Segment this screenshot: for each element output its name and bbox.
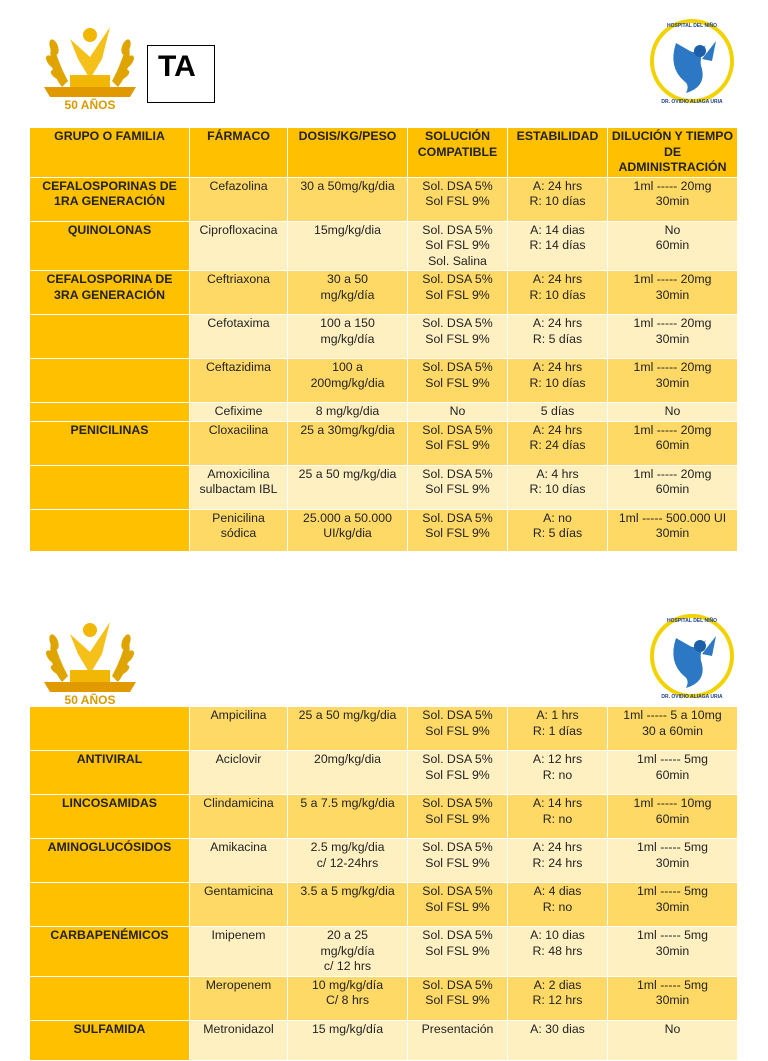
stability-cell: 5 días (508, 403, 608, 422)
table-row (30, 315, 738, 359)
table-row (30, 795, 738, 839)
family-cell: CARBAPENÉMICOS (30, 927, 190, 977)
drug-table-page-1 (29, 127, 738, 552)
table-row (30, 403, 738, 422)
stability-cell: A: 4 hrs R: 10 días (508, 465, 608, 509)
dilution-cell: 1ml ----- 5mg 30min (608, 883, 738, 927)
dose-cell: 25.000 a 50.000 UI/kg/dia (288, 509, 408, 551)
document-title-box (147, 45, 215, 103)
family-cell: AMINOGLUCÓSIDOS (30, 839, 190, 883)
dose-cell: 25 a 30mg/kg/dia (288, 421, 408, 465)
family-cell: SULFAMIDA (30, 1020, 190, 1060)
table-row (30, 751, 738, 795)
solution-cell: Sol. DSA 5% Sol FSL 9% (408, 359, 508, 403)
document-title-fragment: TA (158, 50, 196, 83)
dilution-cell: No (608, 403, 738, 422)
table-row (30, 1020, 738, 1060)
anniversary-logo (40, 17, 140, 112)
dose-cell: 8 mg/kg/dia (288, 403, 408, 422)
column-header-dose: DOSIS/KG/PESO (288, 128, 408, 178)
dilution-cell: 1ml ----- 20mg 30min (608, 359, 738, 403)
dose-cell: 25 a 50 mg/kg/dia (288, 465, 408, 509)
dilution-cell: 1ml ----- 500.000 UI 30min (608, 509, 738, 551)
dose-cell: 10 mg/kg/día C/ 8 hrs (288, 976, 408, 1020)
column-header-solution: SOLUCIÓN COMPATIBLE (408, 128, 508, 178)
dose-cell: 15 mg/kg/día (288, 1020, 408, 1060)
stability-cell: A: 24 hrs R: 10 días (508, 271, 608, 315)
drug-cell: Amikacina (190, 839, 288, 883)
table-row (30, 177, 738, 221)
drug-cell: Meropenem (190, 976, 288, 1020)
family-cell: QUINOLONAS (30, 221, 190, 271)
drug-cell: Cloxacilina (190, 421, 288, 465)
dose-cell: 25 a 50 mg/kg/dia (288, 707, 408, 751)
dose-cell: 30 a 50 mg/kg/día (288, 271, 408, 315)
dilution-cell: 1ml ----- 5mg 30min (608, 839, 738, 883)
stability-cell: A: 10 dias R: 48 hrs (508, 927, 608, 977)
table-row (30, 509, 738, 551)
stability-cell: A: 24 hrs R: 10 días (508, 177, 608, 221)
dilution-cell: 1ml ----- 20mg 30min (608, 315, 738, 359)
solution-cell: Sol. DSA 5% Sol FSL 9% (408, 976, 508, 1020)
stability-cell: A: 24 hrs R: 24 días (508, 421, 608, 465)
dose-cell: 20 a 25 mg/kg/día c/ 12 hrs (288, 927, 408, 977)
family-cell: ANTIVIRAL (30, 751, 190, 795)
stability-cell: A: 24 hrs R: 10 días (508, 359, 608, 403)
family-cell: PENICILINAS (30, 421, 190, 465)
dilution-cell: 1ml ----- 5mg 60min (608, 751, 738, 795)
family-cell (30, 403, 190, 422)
dilution-cell: 1ml ----- 20mg 30min (608, 177, 738, 221)
dose-cell: 5 a 7.5 mg/kg/dia (288, 795, 408, 839)
drug-cell: Aciclovir (190, 751, 288, 795)
dilution-cell: 1ml ----- 20mg 60min (608, 421, 738, 465)
table-row (30, 221, 738, 271)
dilution-cell: 1ml ----- 5mg 30min (608, 976, 738, 1020)
column-header-family: GRUPO O FAMILIA (30, 128, 190, 178)
solution-cell: Sol. DSA 5% Sol FSL 9% (408, 509, 508, 551)
stability-cell: A: 30 dias (508, 1020, 608, 1060)
family-cell: CEFALOSPORINAS DE 1RA GENERACIÓN (30, 177, 190, 221)
table-row (30, 927, 738, 977)
stability-cell: A: 4 dias R: no (508, 883, 608, 927)
family-cell (30, 315, 190, 359)
dose-cell: 20mg/kg/dia (288, 751, 408, 795)
family-cell (30, 359, 190, 403)
solution-cell: Sol. DSA 5% Sol FSL 9% Sol. Salina (408, 221, 508, 271)
stability-cell: A: 14 hrs R: no (508, 795, 608, 839)
table-row (30, 883, 738, 927)
solution-cell: Presentación (408, 1020, 508, 1060)
stability-cell: A: 1 hrs R: 1 días (508, 707, 608, 751)
solution-cell: No (408, 403, 508, 422)
dose-cell: 30 a 50mg/kg/dia (288, 177, 408, 221)
solution-cell: Sol. DSA 5% Sol FSL 9% (408, 927, 508, 977)
column-header-drug: FÁRMACO (190, 128, 288, 178)
drug-cell: Metronidazol (190, 1020, 288, 1060)
anniversary-text-page-2: 50 AÑOS (64, 693, 116, 707)
anniversary-text: 50 AÑOS (64, 98, 116, 112)
solution-cell: Sol. DSA 5% Sol FSL 9% (408, 465, 508, 509)
stability-cell: A: 24 hrs R: 24 hrs (508, 839, 608, 883)
table-row (30, 839, 738, 883)
hospital-logo-text-top: HOSPITAL DEL NIÑO (666, 23, 718, 29)
stability-cell: A: 12 hrs R: no (508, 751, 608, 795)
table-row (30, 421, 738, 465)
family-cell (30, 976, 190, 1020)
drug-cell: Ciprofloxacina (190, 221, 288, 271)
table-row (30, 359, 738, 403)
stability-cell: A: no R: 5 días (508, 509, 608, 551)
anniversary-logo-page-2 (40, 612, 140, 707)
drug-table-page-2 (29, 706, 738, 1061)
solution-cell: Sol. DSA 5% Sol FSL 9% (408, 707, 508, 751)
solution-cell: Sol. DSA 5% Sol FSL 9% (408, 421, 508, 465)
hospital-logo (646, 15, 738, 107)
solution-cell: Sol. DSA 5% Sol FSL 9% (408, 751, 508, 795)
hospital-logo-text-bottom-page-2: DR. OVIDIO ALIAGA URIA (661, 694, 723, 700)
family-cell: CEFALOSPORINA DE 3RA GENERACIÓN (30, 271, 190, 315)
family-cell (30, 509, 190, 551)
solution-cell: Sol. DSA 5% Sol FSL 9% (408, 839, 508, 883)
table-row (30, 976, 738, 1020)
table-row (30, 465, 738, 509)
dilution-cell: 1ml ----- 5mg 30min (608, 927, 738, 977)
solution-cell: Sol. DSA 5% Sol FSL 9% (408, 883, 508, 927)
dose-cell: 3.5 a 5 mg/kg/dia (288, 883, 408, 927)
solution-cell: Sol. DSA 5% Sol FSL 9% (408, 177, 508, 221)
drug-cell: Amoxicilina sulbactam IBL (190, 465, 288, 509)
drug-cell: Imipenem (190, 927, 288, 977)
table-row (30, 707, 738, 751)
drug-cell: Ampicilina (190, 707, 288, 751)
stability-cell: A: 2 dias R: 12 hrs (508, 976, 608, 1020)
drug-cell: Cefixime (190, 403, 288, 422)
hospital-logo-text-top-page-2: HOSPITAL DEL NIÑO (666, 618, 718, 624)
dilution-cell: No (608, 1020, 738, 1060)
drug-cell: Cefazolina (190, 177, 288, 221)
family-cell: LINCOSAMIDAS (30, 795, 190, 839)
dose-cell: 100 a 200mg/kg/dia (288, 359, 408, 403)
drug-cell: Gentamicina (190, 883, 288, 927)
column-header-stability: ESTABILIDAD (508, 128, 608, 178)
drug-cell: Ceftriaxona (190, 271, 288, 315)
dose-cell: 100 a 150 mg/kg/día (288, 315, 408, 359)
column-header-dilution: DILUCIÓN Y TIEMPO DE ADMINISTRACIÓN (608, 128, 738, 178)
stability-cell: A: 24 hrs R: 5 días (508, 315, 608, 359)
table-row (30, 271, 738, 315)
dose-cell: 2.5 mg/kg/dia c/ 12-24hrs (288, 839, 408, 883)
hospital-logo-page-2 (646, 610, 738, 702)
family-cell (30, 707, 190, 751)
stability-cell: A: 14 dias R: 14 días (508, 221, 608, 271)
dilution-cell: 1ml ----- 20mg 30min (608, 271, 738, 315)
family-cell (30, 465, 190, 509)
solution-cell: Sol. DSA 5% Sol FSL 9% (408, 271, 508, 315)
dilution-cell: 1ml ----- 10mg 60min (608, 795, 738, 839)
solution-cell: Sol. DSA 5% Sol FSL 9% (408, 315, 508, 359)
drug-cell: Penicilina sódica (190, 509, 288, 551)
hospital-logo-text-bottom: DR. OVIDIO ALIAGA URIA (661, 99, 723, 105)
drug-cell: Cefotaxima (190, 315, 288, 359)
drug-cell: Clindamicina (190, 795, 288, 839)
dilution-cell: No 60min (608, 221, 738, 271)
dilution-cell: 1ml ----- 20mg 60min (608, 465, 738, 509)
dilution-cell: 1ml ----- 5 a 10mg 30 a 60min (608, 707, 738, 751)
table-header-row (30, 128, 738, 178)
drug-cell: Ceftazidima (190, 359, 288, 403)
solution-cell: Sol. DSA 5% Sol FSL 9% (408, 795, 508, 839)
family-cell (30, 883, 190, 927)
dose-cell: 15mg/kg/dia (288, 221, 408, 271)
